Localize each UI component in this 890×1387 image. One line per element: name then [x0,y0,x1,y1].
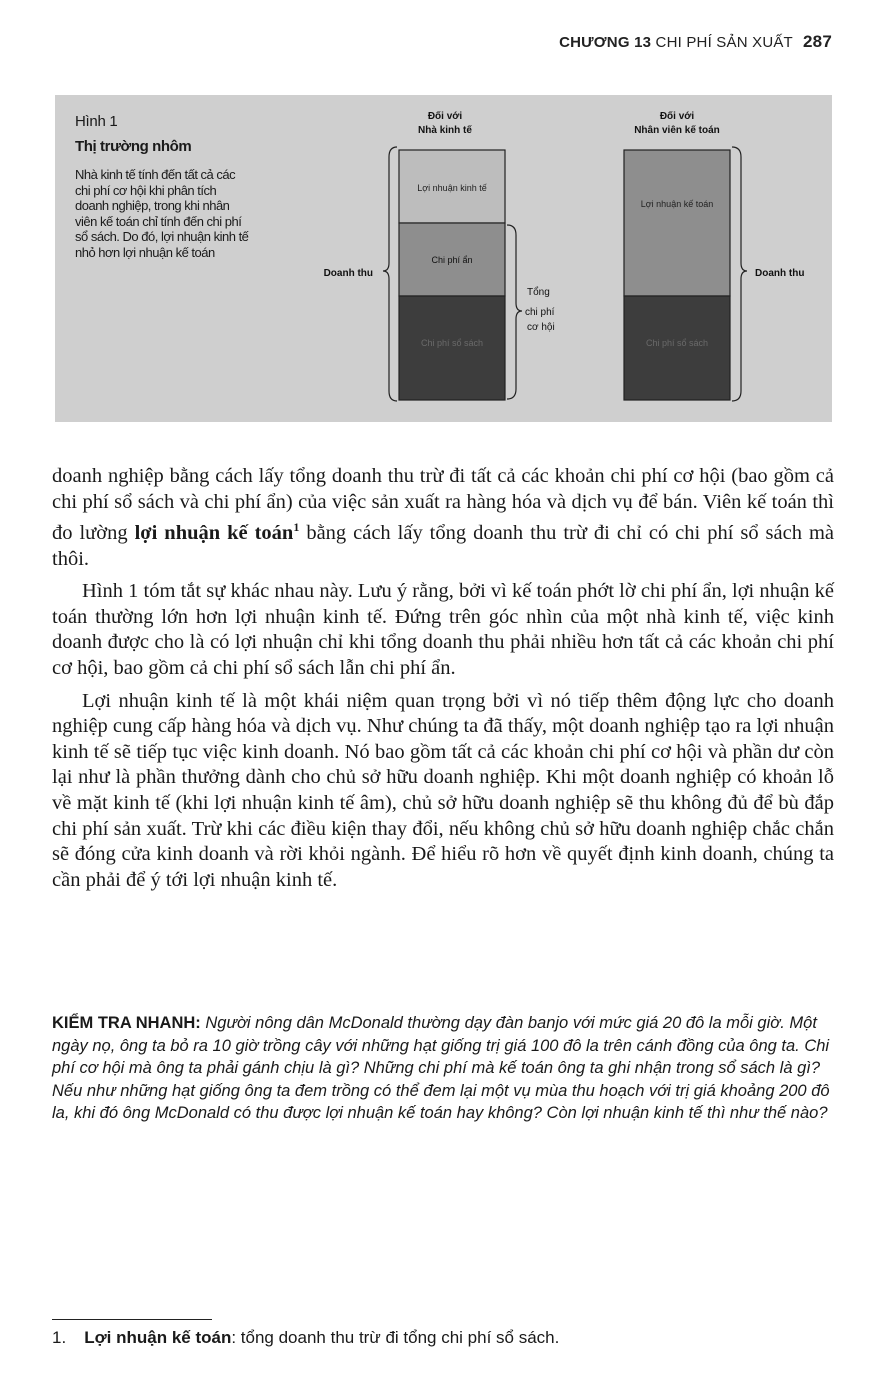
footnote [52,1328,559,1348]
paragraph-2: Hình 1 tóm tắt sự khác nhau này. Lưu ý rằng, bởi vì kế toán phớt lờ chi phí ẩn, lợi nhuận kế toán thường lớn hơn lợi nhuận kinh tế. Đứng trên góc nhìn của một nhà kinh tế, việc kinh doanh được cho là có lợi nhuận chỉ khi tổng doanh thu phải nhiều hơn tất cả các khoản chi phí cơ hội, bao gồm cả chi phí sổ sách lẫn chi phí ẩn. [52,580,834,679]
chapter-number: CHƯƠNG 13 [559,34,652,51]
figure-number: Hình 1 [75,113,118,130]
footnote-term: Lợi nhuận kế toán [84,1328,232,1347]
left-segment-implicit-cost-label: Chi phí ẩn [431,255,473,265]
figure-1 [55,95,832,422]
total-cost-line3: cơ hội [527,322,555,333]
paragraph-1 [52,464,834,572]
figure-description: Nhà kinh tế tính đến tất cả các chi phí cơ hội khi phân tích doanh nghiệp, trong khi nhân viên kế toán chỉ tính đến chi phí sổ sách. Do đó, lợi nhuận kinh tế nhỏ hơn lợi nhuận kế toán [75,167,249,260]
total-cost-line2: chi phí [525,307,555,318]
left-revenue-brace [383,147,397,401]
body-text [52,464,834,900]
right-segment-explicit-cost [624,296,730,400]
left-segment-explicit-cost-label: Chi phí sổ sách [420,338,484,348]
right-segment-accounting-profit [624,150,730,296]
key-term-accounting-profit: lợi nhuận kế toán [134,522,294,545]
footnote-marker: 1 [293,520,300,535]
footnote-number: 1. [52,1328,67,1347]
right-segment-explicit-cost-label: Chi phí sổ sách [645,338,709,348]
left-heading-line1: Đối với [427,111,463,122]
quick-check-box [52,1012,836,1125]
running-header [559,32,832,52]
left-segment-economic-profit-label: Lợi nhuận kinh tế [417,183,487,193]
footnote-text: : tổng doanh thu trừ đi tổng chi phí sổ sách. [231,1328,560,1347]
right-revenue-brace [732,147,747,401]
paragraph-1-part-a: doanh nghiệp bằng cách lấy tổng doanh thu trừ đi tất cả các khoản chi phí cơ hội (bao gồm cả chi phí sổ sách và chi phí ẩn) của việc sản xuất ra hàng hóa và dịch vụ để bán. Viên kế toán thì đo lường [52,465,834,545]
left-segment-explicit-cost [399,296,505,400]
quick-check-label: KIỂM TRA NHANH: [52,1014,201,1032]
figure-caption [75,113,250,261]
right-heading-line1: Đối với [659,111,695,122]
left-heading-line2: Nhà kinh tế [418,125,472,136]
page-number: 287 [803,32,832,51]
paragraph-1-part-b: bằng cách lấy tổng doanh thu trừ đi chỉ có chi phí sổ sách mà thôi. [52,522,834,570]
left-revenue-label: Doanh thu [323,268,373,279]
chapter-title: CHI PHÍ SẢN XUẤT [655,34,793,51]
paragraph-3: Lợi nhuận kinh tế là một khái niệm quan trọng bởi vì nó tiếp thêm động lực cho doanh nghiệp cung cấp hàng hóa và dịch vụ. Như chúng ta đã thấy, một doanh nghiệp tạo ra lợi nhuận kinh tế sẽ tiếp tục việc kinh doanh. Nó bao gồm tất cả các khoản chi phí cơ hội và phần dư còn lại như là phần thưởng dành cho chủ sở hữu doanh nghiệp. Khi một doanh nghiệp có khoản lỗ về mặt kinh tế (khi lợi nhuận kinh tế âm), chủ sở hữu doanh nghiệp sẽ thu không đủ để bù đắp chi phí sản xuất. Trừ khi các điều kiện thay đổi, nếu không chủ sở hữu doanh nghiệp chắc chắn sẽ đóng cửa kinh doanh và rời khỏi ngành. Để hiểu rõ hơn về quyết định kinh doanh, chúng ta cần phải để ý tới lợi nhuận kinh tế. [52,689,834,891]
footnote-divider [52,1319,212,1320]
right-heading-line2: Nhân viên kế toán [634,125,720,136]
quick-check-text: Người nông dân McDonald thường dạy đàn banjo với mức giá 20 đô la mỗi giờ. Một ngày nọ, ông ta bỏ ra 10 giờ trồng cây với những hạt giống trị giá 100 đô la trên cánh đồng của ông ta. Chi phí cơ hội mà ông ta phải gánh chịu là gì? Những chi phí mà kế toán ông ta ghi nhận trong sổ sách là gì? Nếu như những hạt giống ông ta đem trồng có thể đem lại một vụ mùa thu hoạch với trị giá khoảng 200 đô la, khi đó ông McDonald có thu được lợi nhuận kế toán hay không? Còn lợi nhuận kinh tế thì như thế nào? [52,1014,830,1123]
total-opportunity-cost-brace [507,225,522,399]
total-cost-line1: Tổng [527,287,550,298]
figure-title: Thị trường nhôm [75,138,192,155]
right-revenue-label: Doanh thu [755,268,805,279]
right-segment-accounting-profit-label: Lợi nhuận kế toán [640,199,714,209]
